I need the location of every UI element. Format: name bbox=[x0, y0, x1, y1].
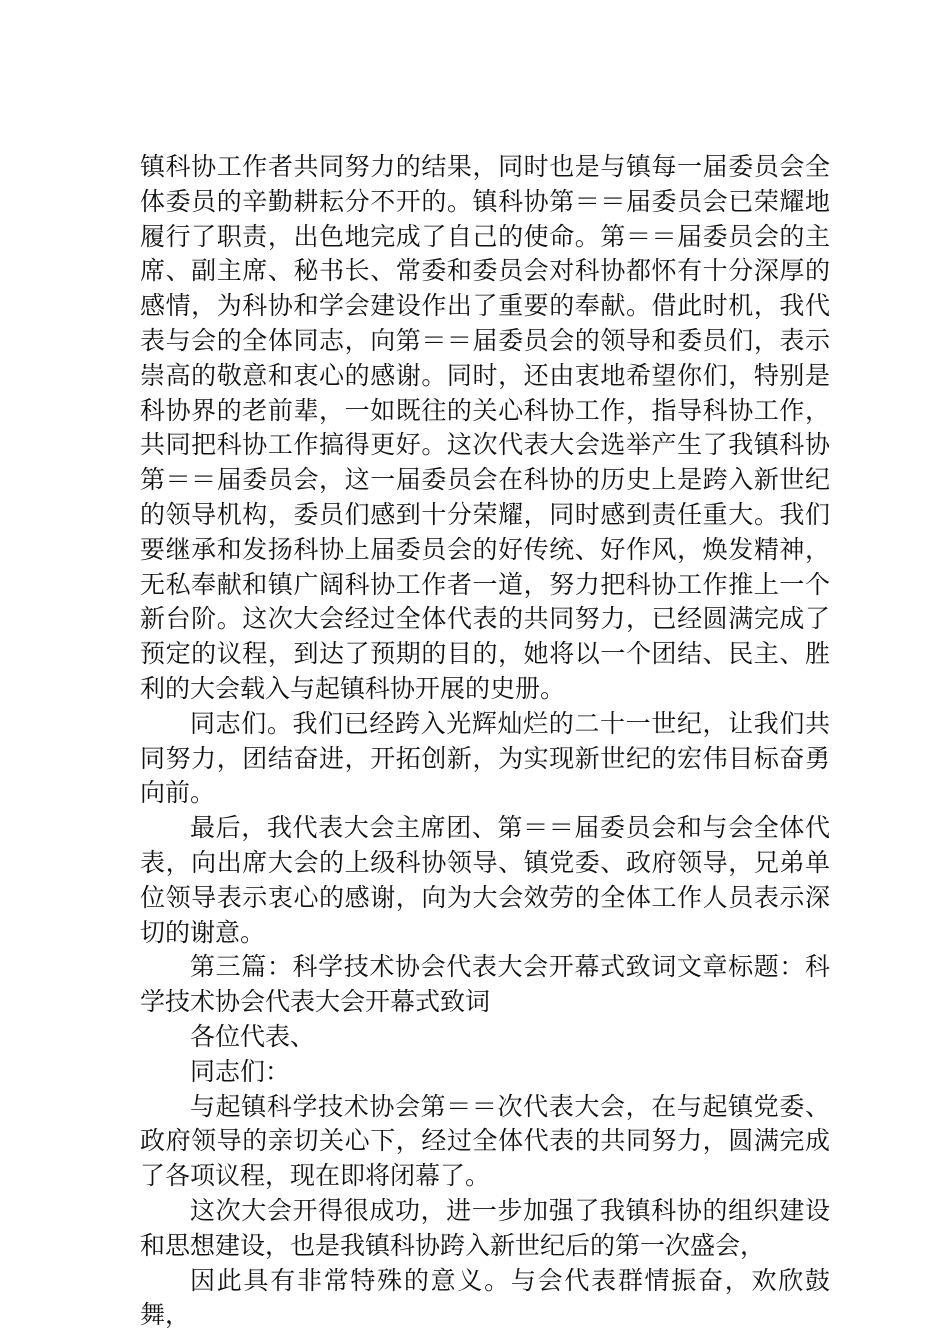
paragraph-1: 镇科协工作者共同努力的结果，同时也是与镇每一届委员会全体委员的辛勤耕耘分不开的。镇科协第＝＝届委员会已荣耀地履行了职责，出色地完成了自己的使命。第＝＝届委员会的主席、副主席、秘书长、常委和委员会对科协都怀有十分深厚的感情，为科协和学会建设作出了重要的奉献。借此时机，我代表与会的全体同志，向第＝＝届委员会的领导和委员们，表示崇高的敬意和衷心的感谢。同时，还由衷地希望你们，特别是科协界的老前辈，一如既往的关心科协工作，指导科协工作，共同把科协工作搞得更好。这次代表大会选举产生了我镇科协第＝＝届委员会，这一届委员会在科协的历史上是跨入新世纪的领导机构，委员们感到十分荣耀，同时感到责任重大。我们要继承和发扬科协上届委员会的好传统、好作风，焕发精神，无私奉献和镇广阔科协工作者一道，努力把科协工作推上一个新台阶。这次大会经过全体代表的共同努力，已经圆满完成了预定的议程，到达了预期的目的，她将以一个团结、民主、胜利的大会载入与起镇科协开展的史册。 bbox=[140, 152, 830, 703]
salutation-2: 同志们： bbox=[190, 1056, 291, 1086]
paragraph-7: 与起镇科学技术协会第＝＝次代表大会，在与起镇党委、政府领导的亲切关心下，经过全体代表的共同努力，圆满完成了各项议程，现在即将闭幕了。 bbox=[140, 1091, 830, 1191]
document-body bbox=[140, 150, 830, 1333]
paragraph-8: 这次大会开得很成功，进一步加强了我镇科协的组织建设和思想建设，也是我镇科协跨入新世纪后的第一次盛会， bbox=[140, 1195, 830, 1260]
paragraph-2: 同志们。我们已经跨入光辉灿烂的二十一世纪，让我们共同努力，团结奋进，开拓创新，为实现新世纪的宏伟目标奋勇向前。 bbox=[140, 708, 830, 808]
paragraph-9: 因此具有非常特殊的意义。与会代表群情振奋，欢欣鼓舞， bbox=[140, 1265, 830, 1330]
section-heading: 第三篇：科学技术协会代表大会开幕式致词文章标题：科学技术协会代表大会开幕式致词 bbox=[140, 952, 830, 1017]
paragraph-3: 最后，我代表大会主席团、第＝＝届委员会和与会全体代表，向出席大会的上级科协领导、镇党委、政府领导，兄弟单位领导表示衷心的感谢，向为大会效劳的全体工作人员表示深切的谢意。 bbox=[140, 813, 830, 947]
salutation-1: 各位代表、 bbox=[190, 1021, 316, 1051]
